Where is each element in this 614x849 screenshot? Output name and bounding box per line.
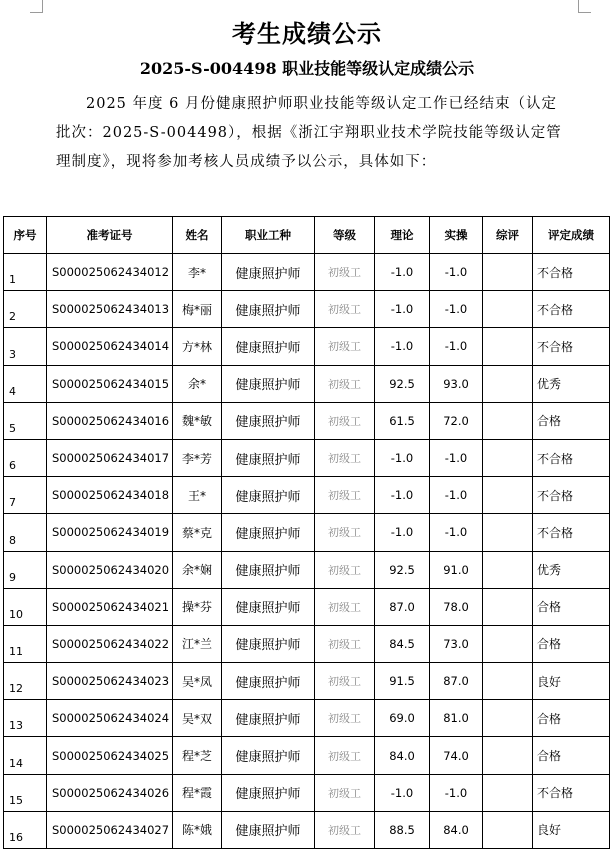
header-exam-id: 准考证号 <box>47 217 173 254</box>
cell-level: 初级工 <box>315 365 375 402</box>
results-table <box>3 216 610 849</box>
cell-seq: 5 <box>4 402 47 439</box>
cell-exam-id: S000025062434026 <box>47 774 173 811</box>
table-row <box>4 365 610 402</box>
cell-seq: 2 <box>4 291 47 328</box>
header-comprehensive: 综评 <box>483 217 533 254</box>
cell-name: 梅*丽 <box>173 291 222 328</box>
table-row <box>4 439 610 476</box>
cell-result: 良好 <box>533 811 610 848</box>
cell-exam-id: S000025062434025 <box>47 737 173 774</box>
cell-theory: -1.0 <box>375 254 430 291</box>
cell-practice: -1.0 <box>430 774 483 811</box>
cell-practice: 78.0 <box>430 588 483 625</box>
cell-comprehensive <box>483 328 533 365</box>
cell-occupation: 健康照护师 <box>222 291 315 328</box>
cell-occupation: 健康照护师 <box>222 774 315 811</box>
cell-result: 优秀 <box>533 365 610 402</box>
cell-theory: 61.5 <box>375 402 430 439</box>
cell-comprehensive <box>483 439 533 476</box>
cell-theory: 92.5 <box>375 551 430 588</box>
cell-exam-id: S000025062434013 <box>47 291 173 328</box>
cell-practice: -1.0 <box>430 328 483 365</box>
cell-exam-id: S000025062434018 <box>47 477 173 514</box>
cell-comprehensive <box>483 811 533 848</box>
cell-occupation: 健康照护师 <box>222 328 315 365</box>
cell-result: 不合格 <box>533 477 610 514</box>
cell-practice: 81.0 <box>430 700 483 737</box>
cell-level: 初级工 <box>315 477 375 514</box>
cell-comprehensive <box>483 588 533 625</box>
cell-level: 初级工 <box>315 402 375 439</box>
cell-occupation: 健康照护师 <box>222 551 315 588</box>
cell-exam-id: S000025062434023 <box>47 663 173 700</box>
document-title: 考生成绩公示 <box>232 20 382 48</box>
cell-practice: -1.0 <box>430 439 483 476</box>
cell-occupation: 健康照护师 <box>222 365 315 402</box>
table-row <box>4 663 610 700</box>
cell-level: 初级工 <box>315 737 375 774</box>
cell-theory: 92.5 <box>375 365 430 402</box>
cell-name: 操*芬 <box>173 588 222 625</box>
cell-occupation: 健康照护师 <box>222 625 315 662</box>
cell-name: 江*兰 <box>173 625 222 662</box>
cell-theory: 87.0 <box>375 588 430 625</box>
cell-occupation: 健康照护师 <box>222 700 315 737</box>
cell-occupation: 健康照护师 <box>222 402 315 439</box>
header-theory: 理论 <box>375 217 430 254</box>
cell-theory: -1.0 <box>375 439 430 476</box>
table-row <box>4 402 610 439</box>
cell-theory: 91.5 <box>375 663 430 700</box>
cell-name: 程*霞 <box>173 774 222 811</box>
table-header-row <box>4 217 610 254</box>
cell-theory: -1.0 <box>375 328 430 365</box>
cell-theory: -1.0 <box>375 477 430 514</box>
cell-exam-id: S000025062434016 <box>47 402 173 439</box>
cell-occupation: 健康照护师 <box>222 737 315 774</box>
cell-comprehensive <box>483 774 533 811</box>
cell-seq: 9 <box>4 551 47 588</box>
cell-practice: 72.0 <box>430 402 483 439</box>
intro-paragraph: 2025 年度 6 月份健康照护师职业技能等级认定工作已经结束（认定批次：2025-S-004498），根据《浙江宇翔职业技术学院技能等级认定管理制度》，现将参加考核人员成绩予以公示，具体如下： <box>56 96 562 170</box>
cell-exam-id: S000025062434017 <box>47 439 173 476</box>
cell-level: 初级工 <box>315 588 375 625</box>
cell-name: 余*娴 <box>173 551 222 588</box>
cell-name: 李* <box>173 254 222 291</box>
cell-comprehensive <box>483 663 533 700</box>
cell-seq: 16 <box>4 811 47 848</box>
cell-seq: 13 <box>4 700 47 737</box>
cell-theory: -1.0 <box>375 774 430 811</box>
cell-exam-id: S000025062434019 <box>47 514 173 551</box>
header-practice: 实操 <box>430 217 483 254</box>
cell-level: 初级工 <box>315 291 375 328</box>
cell-practice: 74.0 <box>430 737 483 774</box>
cell-comprehensive <box>483 514 533 551</box>
cell-theory: -1.0 <box>375 291 430 328</box>
cell-level: 初级工 <box>315 514 375 551</box>
cell-name: 方*林 <box>173 328 222 365</box>
header-name: 姓名 <box>173 217 222 254</box>
cell-level: 初级工 <box>315 328 375 365</box>
table-row <box>4 588 610 625</box>
cell-theory: 69.0 <box>375 700 430 737</box>
cell-result: 不合格 <box>533 774 610 811</box>
cell-name: 程*芝 <box>173 737 222 774</box>
cell-occupation: 健康照护师 <box>222 439 315 476</box>
cell-theory: -1.0 <box>375 514 430 551</box>
cell-theory: 84.5 <box>375 625 430 662</box>
table-row <box>4 328 610 365</box>
cell-comprehensive <box>483 365 533 402</box>
cell-result: 合格 <box>533 700 610 737</box>
cell-name: 吴*凤 <box>173 663 222 700</box>
cell-occupation: 健康照护师 <box>222 663 315 700</box>
cell-occupation: 健康照护师 <box>222 588 315 625</box>
cell-seq: 6 <box>4 439 47 476</box>
cell-exam-id: S000025062434012 <box>47 254 173 291</box>
table-row <box>4 477 610 514</box>
cell-comprehensive <box>483 477 533 514</box>
cell-level: 初级工 <box>315 625 375 662</box>
cell-practice: -1.0 <box>430 254 483 291</box>
cell-comprehensive <box>483 254 533 291</box>
cell-occupation: 健康照护师 <box>222 477 315 514</box>
cell-seq: 11 <box>4 625 47 662</box>
table-row <box>4 700 610 737</box>
cell-seq: 3 <box>4 328 47 365</box>
cell-practice: 87.0 <box>430 663 483 700</box>
header-occupation: 职业工种 <box>222 217 315 254</box>
cell-seq: 12 <box>4 663 47 700</box>
cell-level: 初级工 <box>315 700 375 737</box>
cell-result: 不合格 <box>533 291 610 328</box>
cell-occupation: 健康照护师 <box>222 254 315 291</box>
cell-name: 吴*双 <box>173 700 222 737</box>
cell-result: 良好 <box>533 663 610 700</box>
cell-seq: 1 <box>4 254 47 291</box>
cell-seq: 14 <box>4 737 47 774</box>
cell-seq: 4 <box>4 365 47 402</box>
cell-level: 初级工 <box>315 811 375 848</box>
cell-name: 魏*敏 <box>173 402 222 439</box>
cell-comprehensive <box>483 625 533 662</box>
cell-practice: 91.0 <box>430 551 483 588</box>
cell-comprehensive <box>483 700 533 737</box>
cell-level: 初级工 <box>315 551 375 588</box>
cell-practice: -1.0 <box>430 514 483 551</box>
cell-exam-id: S000025062434022 <box>47 625 173 662</box>
cell-result: 合格 <box>533 625 610 662</box>
table-row <box>4 514 610 551</box>
table-row <box>4 811 610 848</box>
document-subtitle: 2025-S-004498 职业技能等级认定成绩公示 <box>139 59 475 78</box>
cell-comprehensive <box>483 551 533 588</box>
cell-level: 初级工 <box>315 439 375 476</box>
cell-theory: 88.5 <box>375 811 430 848</box>
cell-comprehensive <box>483 291 533 328</box>
cell-level: 初级工 <box>315 254 375 291</box>
cell-seq: 15 <box>4 774 47 811</box>
header-seq: 序号 <box>4 217 47 254</box>
cell-result: 合格 <box>533 737 610 774</box>
cell-result: 不合格 <box>533 439 610 476</box>
cell-exam-id: S000025062434014 <box>47 328 173 365</box>
cell-practice: 84.0 <box>430 811 483 848</box>
cell-practice: 73.0 <box>430 625 483 662</box>
cell-name: 余* <box>173 365 222 402</box>
cell-exam-id: S000025062434021 <box>47 588 173 625</box>
cell-comprehensive <box>483 402 533 439</box>
margin-corner-mark-right <box>578 0 591 13</box>
cell-seq: 8 <box>4 514 47 551</box>
cell-result: 优秀 <box>533 551 610 588</box>
cell-result: 不合格 <box>533 514 610 551</box>
cell-name: 王* <box>173 477 222 514</box>
cell-result: 合格 <box>533 402 610 439</box>
table-row <box>4 291 610 328</box>
cell-name: 蔡*克 <box>173 514 222 551</box>
cell-level: 初级工 <box>315 663 375 700</box>
cell-practice: -1.0 <box>430 291 483 328</box>
margin-corner-mark-left <box>30 0 43 13</box>
cell-seq: 10 <box>4 588 47 625</box>
table-row <box>4 551 610 588</box>
cell-exam-id: S000025062434024 <box>47 700 173 737</box>
table-row <box>4 625 610 662</box>
cell-exam-id: S000025062434015 <box>47 365 173 402</box>
cell-result: 合格 <box>533 588 610 625</box>
cell-occupation: 健康照护师 <box>222 811 315 848</box>
header-result: 评定成绩 <box>533 217 610 254</box>
cell-occupation: 健康照护师 <box>222 514 315 551</box>
cell-practice: -1.0 <box>430 477 483 514</box>
table-row <box>4 737 610 774</box>
cell-result: 不合格 <box>533 328 610 365</box>
cell-seq: 7 <box>4 477 47 514</box>
cell-name: 李*芳 <box>173 439 222 476</box>
cell-practice: 93.0 <box>430 365 483 402</box>
cell-exam-id: S000025062434027 <box>47 811 173 848</box>
cell-theory: 84.0 <box>375 737 430 774</box>
cell-name: 陈*娥 <box>173 811 222 848</box>
cell-result: 不合格 <box>533 254 610 291</box>
cell-level: 初级工 <box>315 774 375 811</box>
cell-comprehensive <box>483 737 533 774</box>
table-row <box>4 254 610 291</box>
header-level: 等级 <box>315 217 375 254</box>
cell-exam-id: S000025062434020 <box>47 551 173 588</box>
table-row <box>4 774 610 811</box>
